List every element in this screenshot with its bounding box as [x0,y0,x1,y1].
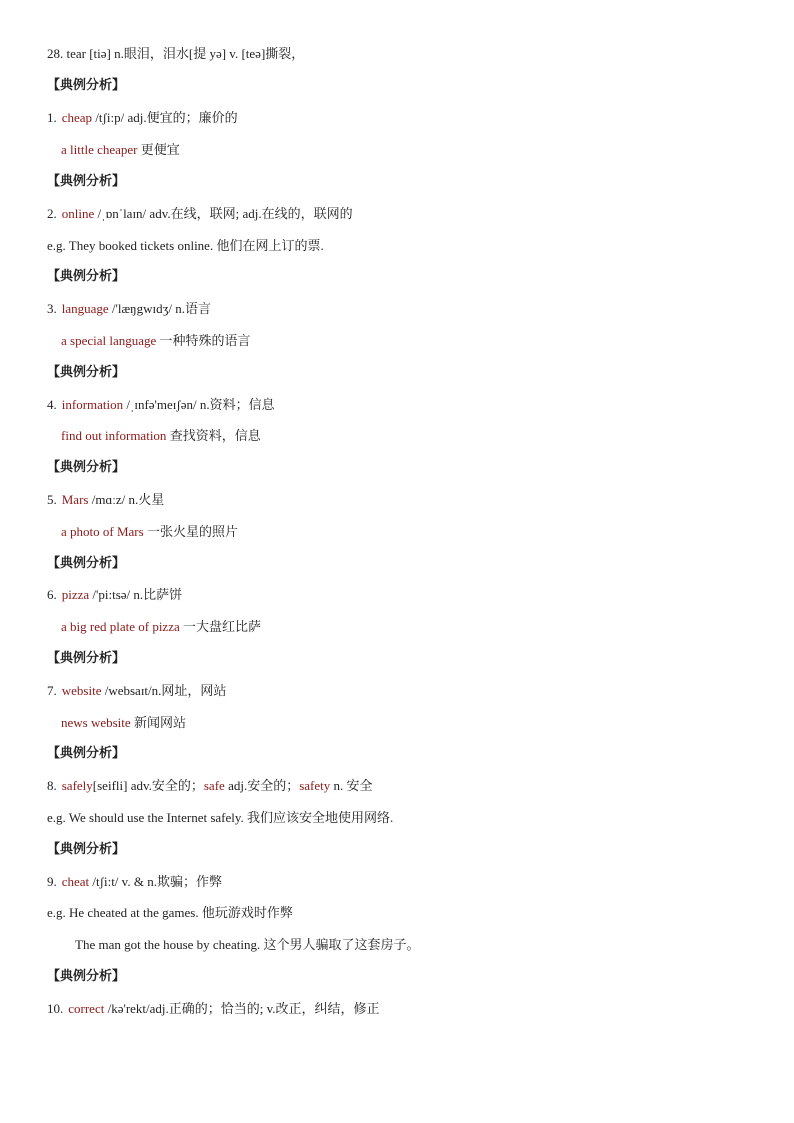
entry-definition: /tʃi:p/ adj.便宜的；廉价的 [92,110,238,125]
phrase-cheaper [61,141,180,159]
phrase-meaning: 一张火星的照片 [143,524,238,539]
vocab-word: Mars [61,492,89,507]
entry-cheap [47,109,238,127]
entry-information [47,396,275,414]
entry-definition: /mɑːz/ n.火星 [88,492,165,507]
entry-definition: /'pi:tsə/ n.比萨饼 [89,587,183,602]
phrase-photo-of-mars [61,523,238,541]
vocab-word: pizza [61,587,90,602]
phrase-meaning: 查找资料，信息 [166,428,261,443]
entry-number: 2. [47,206,57,221]
entry-language [47,300,211,318]
phrase-news-website [61,714,186,732]
entry-definition: n. 安全 [330,778,373,793]
phrase-meaning: 一种特殊的语言 [156,333,251,348]
section-heading: 【典例分析】 [47,746,126,761]
section-heading: 【典例分析】 [47,556,126,571]
section-heading: 【典例分析】 [47,78,126,93]
entry-number: 7. [47,683,57,698]
phrase-meaning: 更便宜 [137,142,180,157]
entry-number: 8. [47,778,57,793]
entry-number: 10. [47,1001,64,1016]
entry-number: 1. [47,110,57,125]
entry-cheat [47,873,222,891]
phrase-plate-of-pizza [61,618,261,636]
entry-number: 9. [47,874,57,889]
phrase-meaning: 新闻网站 [130,715,186,730]
entry-definition: /kə'rekt/adj.正确的；恰当的; v.改正，纠结，修正 [104,1001,380,1016]
section-heading: 【典例分析】 [47,269,126,284]
entry-definition: /ˌɪnfə'meɪʃən/ n.资料；信息 [123,397,275,412]
example-phrase: find out information [61,428,167,443]
entry-number: 4. [47,397,57,412]
vocab-word: language [61,301,109,316]
example-phrase: news website [61,715,131,730]
vocab-word: correct [68,1001,105,1016]
example-sentence: e.g. We should use the Internet safely. 我们应该安全地使用网络. [47,810,394,825]
section-heading: 【典例分析】 [47,365,126,380]
example-phrase: a big red plate of pizza [61,619,180,634]
section-heading: 【典例分析】 [47,174,126,189]
example-phrase: a little cheaper [61,142,138,157]
vocab-word: safety [299,778,331,793]
entry-number: 6. [47,587,57,602]
section-heading: 【典例分析】 [47,969,126,984]
entry-definition: /websaɪt/n.网址，网站 [101,683,227,698]
phrase-special-language [61,332,251,350]
entry-website [47,682,226,700]
entry-definition: /'læŋgwɪdʒ/ n.语言 [108,301,211,316]
example-sentence: The man got the house by cheating. 这个男人骗取了这套房子。 [75,937,420,952]
example-sentence: e.g. They booked tickets online. 他们在网上订的票. [47,238,324,253]
entry-definition: /ˌɒnˈlaɪn/ adv.在线，联网; adj.在线的，联网的 [94,206,353,221]
entry-number: 5. [47,492,57,507]
example-sentence: e.g. He cheated at the games. 他玩游戏时作弊 [47,905,293,920]
vocab-word: information [61,397,124,412]
section-heading: 【典例分析】 [47,842,126,857]
entry-pizza [47,586,182,604]
vocab-word: online [61,206,95,221]
entry-correct [47,1000,380,1018]
entry-28-line: 28. tear [tiə] n.眼泪，泪水[提 yə] v. [teə]撕裂， [47,46,305,61]
entry-safely [47,777,373,795]
phrase-meaning: 一大盘红比萨 [179,619,262,634]
vocab-word: cheat [61,874,90,889]
entry-mars [47,491,164,509]
section-heading: 【典例分析】 [47,651,126,666]
example-phrase: a special language [61,333,157,348]
vocab-word: website [61,683,102,698]
entry-definition: adj.安全的； [224,778,300,793]
example-phrase: a photo of Mars [61,524,144,539]
vocab-word: safely [61,778,93,793]
entry-definition: /tʃi:t/ v. & n.欺骗；作弊 [89,874,222,889]
entry-definition: [seifli] adv.安全的； [92,778,204,793]
entry-number: 3. [47,301,57,316]
entry-online [47,205,353,223]
section-heading: 【典例分析】 [47,460,126,475]
phrase-find-out [61,427,261,445]
vocab-word: safe [203,778,225,793]
vocab-word: cheap [61,110,93,125]
